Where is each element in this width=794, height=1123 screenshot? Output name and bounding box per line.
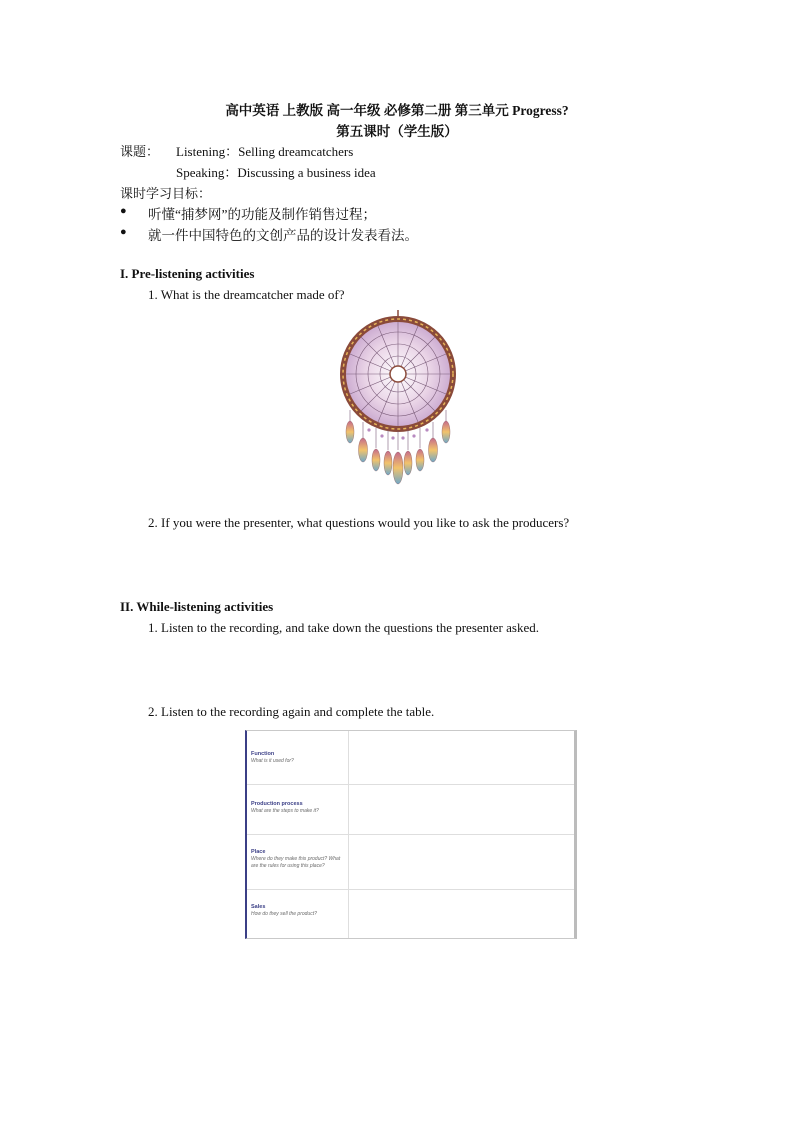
dreamcatcher-image <box>336 310 460 490</box>
table-row-label: Function <box>251 751 275 757</box>
table-row-label: Sales <box>251 904 266 910</box>
section1-question-2: 2. If you were the presenter, what questions would you like to ask the producers? <box>148 515 570 530</box>
section2-question-1: 1. Listen to the recording, and take down the questions the presenter asked. <box>148 620 539 635</box>
topic-label: 课题： <box>120 144 160 159</box>
table-row-production <box>247 785 574 835</box>
section2-heading: II. While-listening activities <box>120 599 274 614</box>
objective-item-1: 听懂“捕梦网”的功能及制作销售过程； <box>148 207 376 222</box>
table-row-label: Place <box>251 849 266 855</box>
objective-item-2: 就一件中国特色的文创产品的设计发表看法。 <box>148 228 418 243</box>
table-row-place <box>247 835 574 890</box>
topic-listening: Listening：Selling dreamcatchers <box>176 144 354 159</box>
table-row-label: Production process <box>251 801 303 807</box>
bullet-2: ● <box>120 226 127 238</box>
listening-table <box>245 730 577 939</box>
table-row-sub: What are the steps to make it? <box>251 808 319 814</box>
center-ring <box>390 366 406 382</box>
page-subtitle: 第五课时（学生版） <box>336 124 458 139</box>
table-row-sub: What is it used for? <box>251 758 294 764</box>
objectives-label: 课时学习目标： <box>120 186 212 201</box>
section2-question-2: 2. Listen to the recording again and complete the table. <box>148 704 435 719</box>
topic-speaking: Speaking：Discussing a business idea <box>176 165 376 180</box>
section1-heading: I. Pre-listening activities <box>120 266 255 281</box>
table-row-sub: How do they sell the product? <box>251 911 317 917</box>
bullet-1: ● <box>120 205 127 217</box>
table-row-function <box>247 731 574 785</box>
section1-question-1: 1. What is the dreamcatcher made of? <box>148 287 345 302</box>
table-row-sales <box>247 890 574 938</box>
table-row-sub: Where do they make this product? What are the rules for using this place? <box>251 856 341 869</box>
page-title: 高中英语 上教版 高一年级 必修第二册 第三单元 Progress? <box>225 103 569 118</box>
